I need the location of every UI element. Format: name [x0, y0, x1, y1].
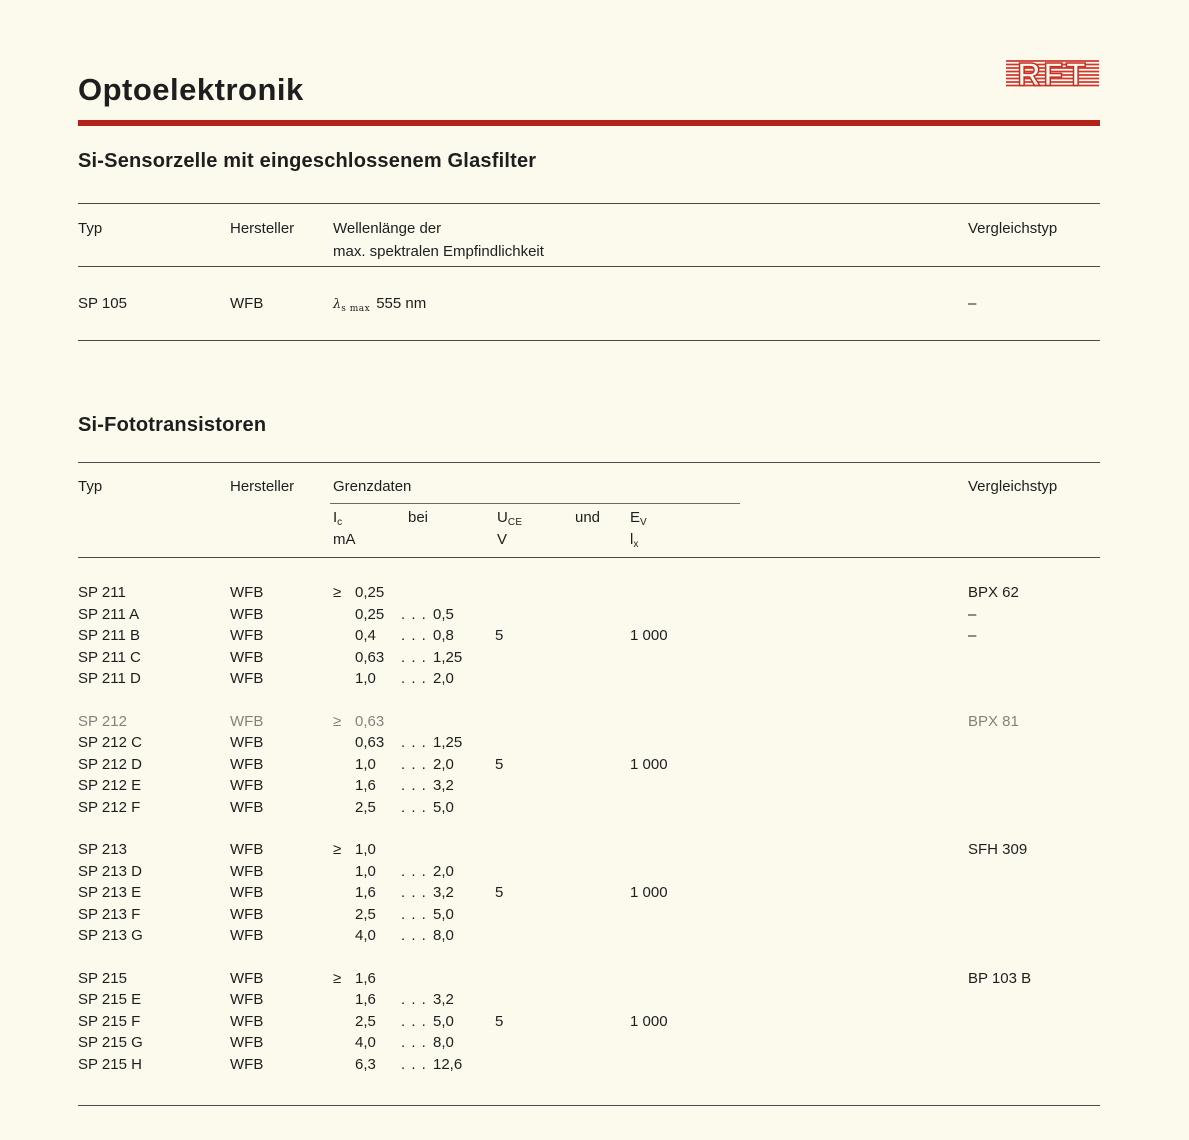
cell-vergleichstyp	[968, 668, 1100, 690]
cell-hersteller: WFB	[230, 670, 264, 687]
cell-uce	[495, 989, 630, 1011]
cell-vergleichstyp	[968, 861, 1100, 883]
cell-uce	[495, 582, 630, 604]
cell-typ: SP 211 D	[78, 670, 141, 687]
cell-uce	[495, 732, 630, 754]
cell-uce	[495, 647, 630, 669]
cell-typ: SP 211 C	[78, 648, 141, 666]
cell-ev: 1 000	[630, 627, 668, 644]
cell-hersteller: WFB	[230, 1012, 264, 1030]
fototransistoren-table	[78, 462, 1100, 1096]
cell-ev	[630, 1032, 968, 1054]
cell-vergleichstyp	[968, 1032, 1100, 1054]
cell-vergleichstyp	[968, 882, 1100, 904]
cell-uce	[495, 861, 630, 883]
unit-v: V	[497, 531, 508, 548]
cell-ev	[630, 732, 968, 754]
cell-uce	[495, 775, 630, 797]
cell-ev	[630, 711, 968, 733]
cell-grenzdaten-ic: 2,5 . . . 5,0	[355, 905, 454, 923]
table-row	[78, 904, 1100, 926]
label-und: und	[575, 509, 601, 526]
table-row	[78, 711, 1100, 733]
table-row	[78, 925, 1100, 947]
cell-typ: SP 212 E	[78, 777, 142, 794]
cell-uce	[495, 968, 630, 990]
type-group	[78, 711, 1100, 819]
cell-grenzdaten-ic: 4,0 . . . 8,0	[355, 1034, 454, 1051]
table-row	[78, 839, 1100, 861]
cell-hersteller: WFB	[230, 798, 264, 816]
cell-hersteller: WFB	[230, 841, 264, 858]
cell-typ: SP 212	[78, 712, 127, 730]
table-row	[78, 668, 1100, 690]
cell-typ: SP 211 A	[78, 605, 140, 623]
cell-uce	[495, 925, 630, 947]
cell-vergleichstyp	[968, 647, 1100, 669]
cell-ev: 1 000	[630, 1012, 668, 1030]
table-row	[78, 732, 1100, 754]
cell-hersteller: WFB	[230, 905, 264, 923]
cell-typ: SP 215 E	[78, 991, 142, 1008]
cell-typ: SP 212 C	[78, 734, 142, 751]
cell-grenzdaten-ic: 1,6 . . . 3,2	[355, 777, 454, 794]
cell-hersteller: WFB	[230, 755, 264, 773]
cell-ev	[630, 797, 968, 819]
cell-hersteller: WFB	[230, 648, 264, 666]
cell-uce	[495, 839, 630, 861]
symbol-ic: $I_c$	[333, 509, 343, 528]
cell-vergleichstyp: BP 103 B	[968, 969, 1032, 987]
table-row	[78, 1032, 1100, 1054]
grenzdaten-underline	[330, 503, 740, 504]
sensorzelle-table	[78, 203, 1100, 341]
cell-vergleichstyp: –	[968, 627, 977, 644]
cell-hersteller: WFB	[230, 584, 264, 601]
t1-cell-hersteller: WFB	[230, 295, 264, 312]
table-row	[78, 647, 1100, 669]
cell-vergleichstyp: –	[968, 605, 977, 623]
cell-ev	[630, 647, 968, 669]
cell-grenzdaten-ic: 1,0 . . . 2,0	[355, 862, 454, 880]
cell-hersteller: WFB	[230, 1034, 264, 1051]
cell-grenzdaten-ic: 1,6 . . . 3,2	[355, 884, 454, 901]
cell-grenzdaten-ic: 4,0 . . . 8,0	[355, 927, 454, 944]
t1-col-hersteller: Hersteller	[230, 220, 295, 237]
cell-uce	[495, 904, 630, 926]
cell-hersteller: WFB	[230, 777, 264, 794]
cell-uce	[495, 1054, 630, 1076]
cell-vergleichstyp	[968, 1011, 1100, 1033]
symbol-ev: $E_V$	[630, 509, 647, 528]
unit-ma: mA	[333, 531, 356, 548]
cell-vergleichstyp	[968, 754, 1100, 776]
cell-vergleichstyp	[968, 989, 1100, 1011]
cell-hersteller: WFB	[230, 969, 264, 987]
cell-ev	[630, 968, 968, 990]
cell-typ: SP 211	[78, 584, 126, 601]
cell-typ: SP 213 F	[78, 905, 141, 923]
cell-ev	[630, 1054, 968, 1076]
cell-hersteller: WFB	[230, 605, 264, 623]
table-row	[78, 861, 1100, 883]
cell-hersteller: WFB	[230, 884, 264, 901]
cell-hersteller: WFB	[230, 927, 264, 944]
table-row	[78, 1054, 1100, 1076]
t2-col-vergleichstyp: Vergleichstyp	[968, 478, 1058, 495]
cell-hersteller: WFB	[230, 1055, 264, 1073]
cell-hersteller: WFB	[230, 734, 264, 751]
table-row	[78, 882, 1100, 904]
cell-grenzdaten-ic: 2,5 . . . 5,0	[355, 1012, 454, 1030]
cell-grenzdaten-ic: 6,3 . . . 12,6	[355, 1055, 463, 1073]
t1-cell-typ: SP 105	[78, 295, 127, 312]
cell-uce	[495, 1032, 630, 1054]
table-row	[78, 968, 1100, 990]
cell-uce: 5	[495, 1012, 504, 1030]
cell-ev	[630, 604, 968, 626]
t2-col-hersteller: Hersteller	[230, 478, 295, 495]
cell-grenzdaten-ic: 0,63 . . . 1,25	[355, 734, 463, 751]
cell-typ: SP 213 E	[78, 884, 142, 901]
table-row	[78, 775, 1100, 797]
cell-uce	[495, 668, 630, 690]
type-group	[78, 582, 1100, 690]
label-bei: bei	[408, 509, 429, 526]
cell-grenzdaten-ic: ≥ 0,63	[333, 712, 385, 730]
cell-typ: SP 215 H	[78, 1055, 142, 1073]
cell-uce: 5	[495, 627, 504, 644]
t2-col-typ: Typ	[78, 478, 103, 495]
t2-col-grenzdaten: Grenzdaten	[333, 478, 412, 495]
cell-uce	[495, 604, 630, 626]
cell-ev	[630, 861, 968, 883]
cell-ev: 1 000	[630, 755, 668, 773]
cell-ev	[630, 839, 968, 861]
page-bottom-rule	[78, 1105, 1100, 1106]
fototransistoren-table-header	[78, 463, 1100, 558]
cell-uce: 5	[495, 884, 504, 901]
cell-grenzdaten-ic: ≥ 1,0	[333, 841, 376, 858]
cell-ev	[630, 582, 968, 604]
cell-typ: SP 213	[78, 841, 127, 858]
table-row	[78, 582, 1100, 604]
cell-hersteller: WFB	[230, 991, 264, 1008]
section1-heading: Si-Sensorzelle mit eingeschlossenem Glasfilter	[78, 150, 537, 172]
cell-vergleichstyp: BPX 81	[968, 712, 1019, 730]
cell-grenzdaten-ic: 1,0 . . . 2,0	[355, 755, 454, 773]
t1-col-wellenlaenge: Wellenlänge der max. spektralen Empfindlichkeit	[333, 220, 544, 260]
symbol-uce: $U_{CE}$	[497, 509, 523, 528]
cell-uce: 5	[495, 755, 504, 773]
section2-heading: Si-Fototransistoren	[78, 414, 267, 436]
sensorzelle-table-header	[78, 204, 1100, 267]
page-title: Optoelektronik	[78, 72, 304, 107]
unit-lx: $l_x$	[630, 531, 639, 550]
cell-typ: SP 215 G	[78, 1034, 143, 1051]
cell-grenzdaten-ic: ≥ 0,25	[333, 584, 385, 601]
table-row	[78, 267, 1100, 341]
cell-typ: SP 211 B	[78, 627, 140, 644]
cell-grenzdaten-ic: ≥ 1,6	[333, 969, 376, 987]
cell-grenzdaten-ic: 1,0 . . . 2,0	[355, 670, 454, 687]
title-divider-rule	[78, 120, 1100, 126]
cell-vergleichstyp	[968, 1054, 1100, 1076]
cell-typ: SP 212 F	[78, 798, 141, 816]
cell-ev	[630, 925, 968, 947]
type-group	[78, 968, 1100, 1076]
cell-ev	[630, 989, 968, 1011]
type-group	[78, 839, 1100, 947]
cell-vergleichstyp: SFH 309	[968, 841, 1028, 858]
table-row	[78, 1011, 1100, 1033]
cell-typ: SP 215 F	[78, 1012, 141, 1030]
cell-uce	[495, 711, 630, 733]
cell-grenzdaten-ic: 1,6 . . . 3,2	[355, 991, 454, 1008]
t1-col-typ: Typ	[78, 220, 103, 237]
cell-ev	[630, 668, 968, 690]
cell-hersteller: WFB	[230, 862, 264, 880]
cell-vergleichstyp	[968, 732, 1100, 754]
cell-grenzdaten-ic: 0,25 . . . 0,5	[355, 605, 454, 623]
cell-hersteller: WFB	[230, 627, 264, 644]
cell-grenzdaten-ic: 2,5 . . . 5,0	[355, 798, 454, 816]
rft-logo	[1003, 52, 1102, 96]
cell-vergleichstyp	[968, 775, 1100, 797]
cell-typ: SP 213 D	[78, 862, 142, 880]
cell-vergleichstyp	[968, 904, 1100, 926]
cell-grenzdaten-ic: 0,4 . . . 0,8	[355, 627, 454, 644]
cell-typ: SP 215	[78, 969, 127, 987]
cell-typ: SP 213 G	[78, 927, 143, 944]
cell-uce	[495, 797, 630, 819]
t1-cell-vergleichstyp: –	[968, 295, 977, 312]
cell-vergleichstyp	[968, 925, 1100, 947]
cell-grenzdaten-ic: 0,63 . . . 1,25	[355, 648, 463, 666]
table-row	[78, 604, 1100, 626]
table-row	[78, 989, 1100, 1011]
cell-ev: 1 000	[630, 884, 668, 901]
cell-typ: SP 212 D	[78, 755, 142, 773]
cell-hersteller: WFB	[230, 712, 264, 730]
rft-logo-text: RFT	[1017, 56, 1089, 93]
table-row	[78, 754, 1100, 776]
cell-ev	[630, 904, 968, 926]
cell-ev	[630, 775, 968, 797]
t1-col-vergleichstyp: Vergleichstyp	[968, 220, 1058, 237]
table-row	[78, 625, 1100, 647]
cell-vergleichstyp: BPX 62	[968, 584, 1019, 601]
t1-cell-wellenlaenge: $\lambda_{s max}$ 555 nm	[333, 295, 427, 314]
table-row	[78, 797, 1100, 819]
t2-rows	[78, 558, 1100, 1075]
cell-vergleichstyp	[968, 797, 1100, 819]
